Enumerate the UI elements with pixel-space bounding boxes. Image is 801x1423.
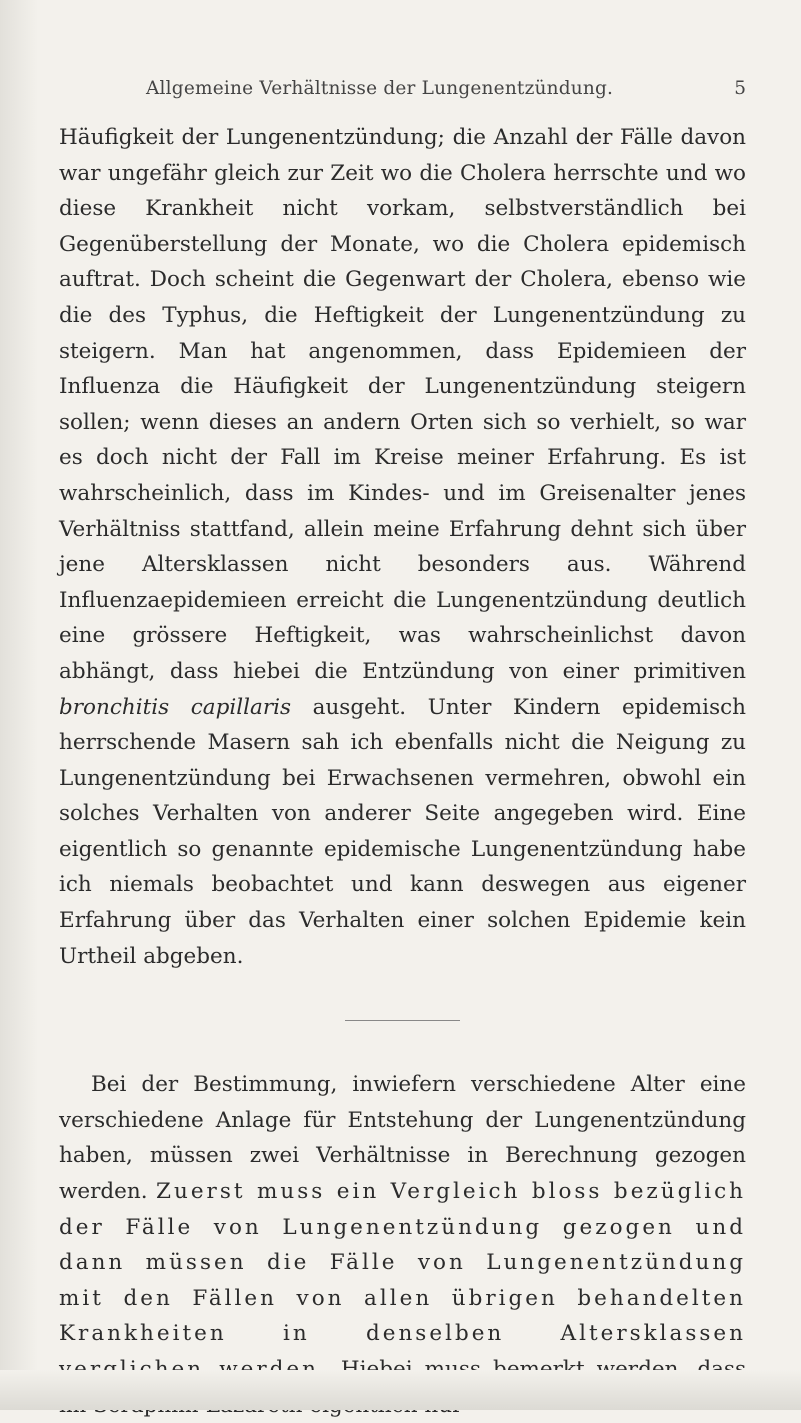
page-number: 5 — [734, 78, 746, 99]
page-edge-shadow — [0, 0, 38, 1410]
running-header — [146, 78, 746, 99]
paragraph-1-text-b: ausgeht. Unter Kindern epidemisch herrschende Masern sah ich ebenfalls nicht die Neigung zu Lungenentzündung bei Erwachsenen vermehren, obwohl ein solches Verhalten von anderer Seite angegeben wird. Eine eigentlich so genannte epidemische Lungenentzündung habe ich niemals beobachtet und kann deswegen aus eigener Erfahrung über das Verhalten einer solchen Epidemie kein Urtheil abgeben. — [59, 694, 746, 969]
running-title: Allgemeine Verhältnisse der Lungenentzündung. — [146, 78, 614, 99]
paragraph-1-text-a: Häufigkeit der Lungenentzündung; die Anzahl der Fälle davon war ungefähr gleich zur Zeit wo die Cholera herrschte und wo diese Krankheit nicht vorkam, selbstverständlich bei Gegenüberstellung der Monate, wo die Cholera epidemisch auftrat. Doch scheint die Gegenwart der Cholera, ebenso wie die des Typhus, die Heftigkeit der Lungenentzündung zu steigern. Man hat angenommen, dass Epidemieen der Influenza die Häufigkeit der Lungenentzündung steigern sollen; wenn dieses an andern Orten sich so verhielt, so war es doch nicht der Fall im Kreise meiner Erfahrung. Es ist wahrscheinlich, dass im Kindes- und im Greisenalter jenes Verhältniss stattfand, allein meine Erfahrung dehnt sich über jene Altersklassen nicht besonders aus. Während Influenzaepidemieen erreicht die Lungenentzündung deutlich eine grössere Heftigkeit, was wahrscheinlichst davon abhängt, dass hiebei die Entzündung von einer primitiven — [59, 125, 746, 684]
italic-term: bronchitis capillaris — [59, 694, 292, 720]
spaced-emphasis: Zuerst muss ein Vergleich bloss bezüglich der Fälle von Lungenentzündung gezogen und dann müssen die Fälle von Lungenentzündung mit den Fällen von allen übrigen behandelten Krankheiten in denselben Altersklassen — [59, 1179, 746, 1347]
paragraph-1 — [59, 120, 746, 974]
paragraph-2-text-a: Bei der Bestimmung, inwiefern verschiedene Alter eine verschiedene Anlage für Entstehung der Lungenentzündung haben, müssen zwei Verhältnisse in Berechnung gezogen werden. — [59, 1072, 746, 1205]
page-bottom-shadow — [0, 1370, 801, 1410]
section-divider — [345, 1020, 460, 1021]
page-body — [59, 120, 746, 1423]
